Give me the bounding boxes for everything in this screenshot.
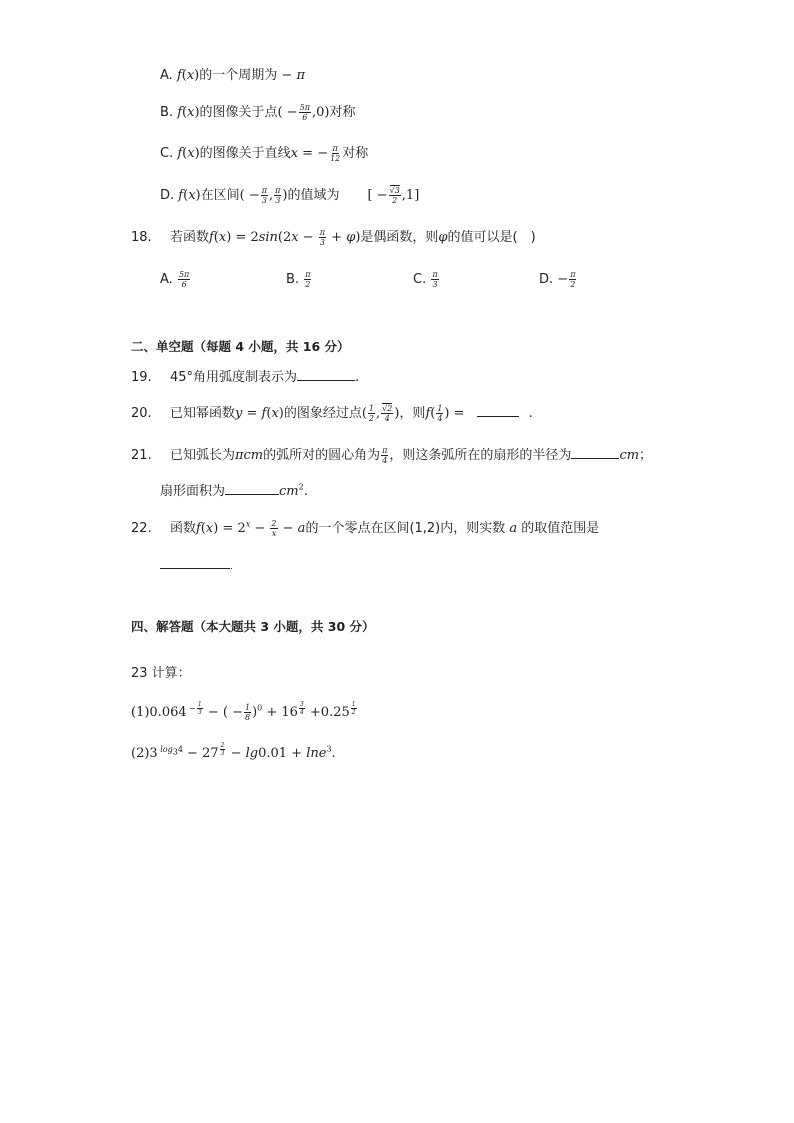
q19: 19. 45°角用弧度制表示为 . (131, 370, 360, 385)
q20: 20. 已知幂函数y = f(x)的图象经过点( $\frac{1}{2}$ , $\frac{√2}{4}$ )，则f( $\frac{1}{4}$ ) = . (131, 404, 533, 423)
q17-option-a: A. f(x)的一个周期为 − π (160, 68, 305, 83)
q17-option-d: D. f(x)在区间( − $\frac{\pi}{3}$ , $\frac{\pi}{3}$ )的值域为 [ − $\frac{√3}{2}$ ,1] (160, 186, 420, 205)
q18-option-a: A. $\frac{5\pi}{6}$ (160, 270, 190, 289)
section-4-heading: 四、解答题（本大题共 3 小题，共 30 分） (131, 619, 375, 634)
q22-line2: . (160, 556, 233, 577)
q17-option-b: B. f(x)的图像关于点( − $\frac{5\pi}{6}$ ,0)对称 (160, 103, 356, 122)
q18-option-b: B. $\frac{\pi}{2}$ (286, 270, 311, 289)
q22-line1: 22. 函数$f(x) = 2^x$ − $\frac{2}{x}$ − a的一个零点在区间(1,2)内，则实数 a 的取值范围是 (131, 519, 600, 538)
q23-part-2: (2)3 $^{log_34}$ − 27 $^{\frac{2}{3}}$ − lg0.01 + lne$^3$. (131, 742, 336, 761)
q18-option-c: C. $\frac{\pi}{3}$ (413, 270, 438, 289)
q18-option-d: D. − $\frac{\pi}{2}$ (539, 270, 576, 289)
q23-part-1: (1)0.064 $^{- \frac{1}{3}}$ − ( − $\frac{1}{8}$ )$^0$ + 16 $^{\frac{3}{4}}$ +0.25 $^{\frac{1}{2}}$ (131, 701, 356, 722)
q17-option-c: C. f(x)的图像关于直线x = − $\frac{\pi}{12}$ 对称 (160, 144, 369, 163)
q18-stem: 18. 若函数f(x) = 2sin(2x − $\frac{\pi}{3}$ + φ)是偶函数，则φ的值可以是( ) (131, 228, 536, 247)
section-2-heading: 二、单空题（每题 4 小题，共 16 分） (131, 339, 350, 354)
q23-title: 23 计算： (131, 666, 191, 681)
q21-line2: 扇形面积为 $cm^2$. (160, 482, 308, 499)
q21-line1: 21. 已知弧长为πcm的弧所对的圆心角为 $\frac{\pi}{4}$ ，则这条弧所在的扇形的半径为 cm； (131, 446, 653, 465)
